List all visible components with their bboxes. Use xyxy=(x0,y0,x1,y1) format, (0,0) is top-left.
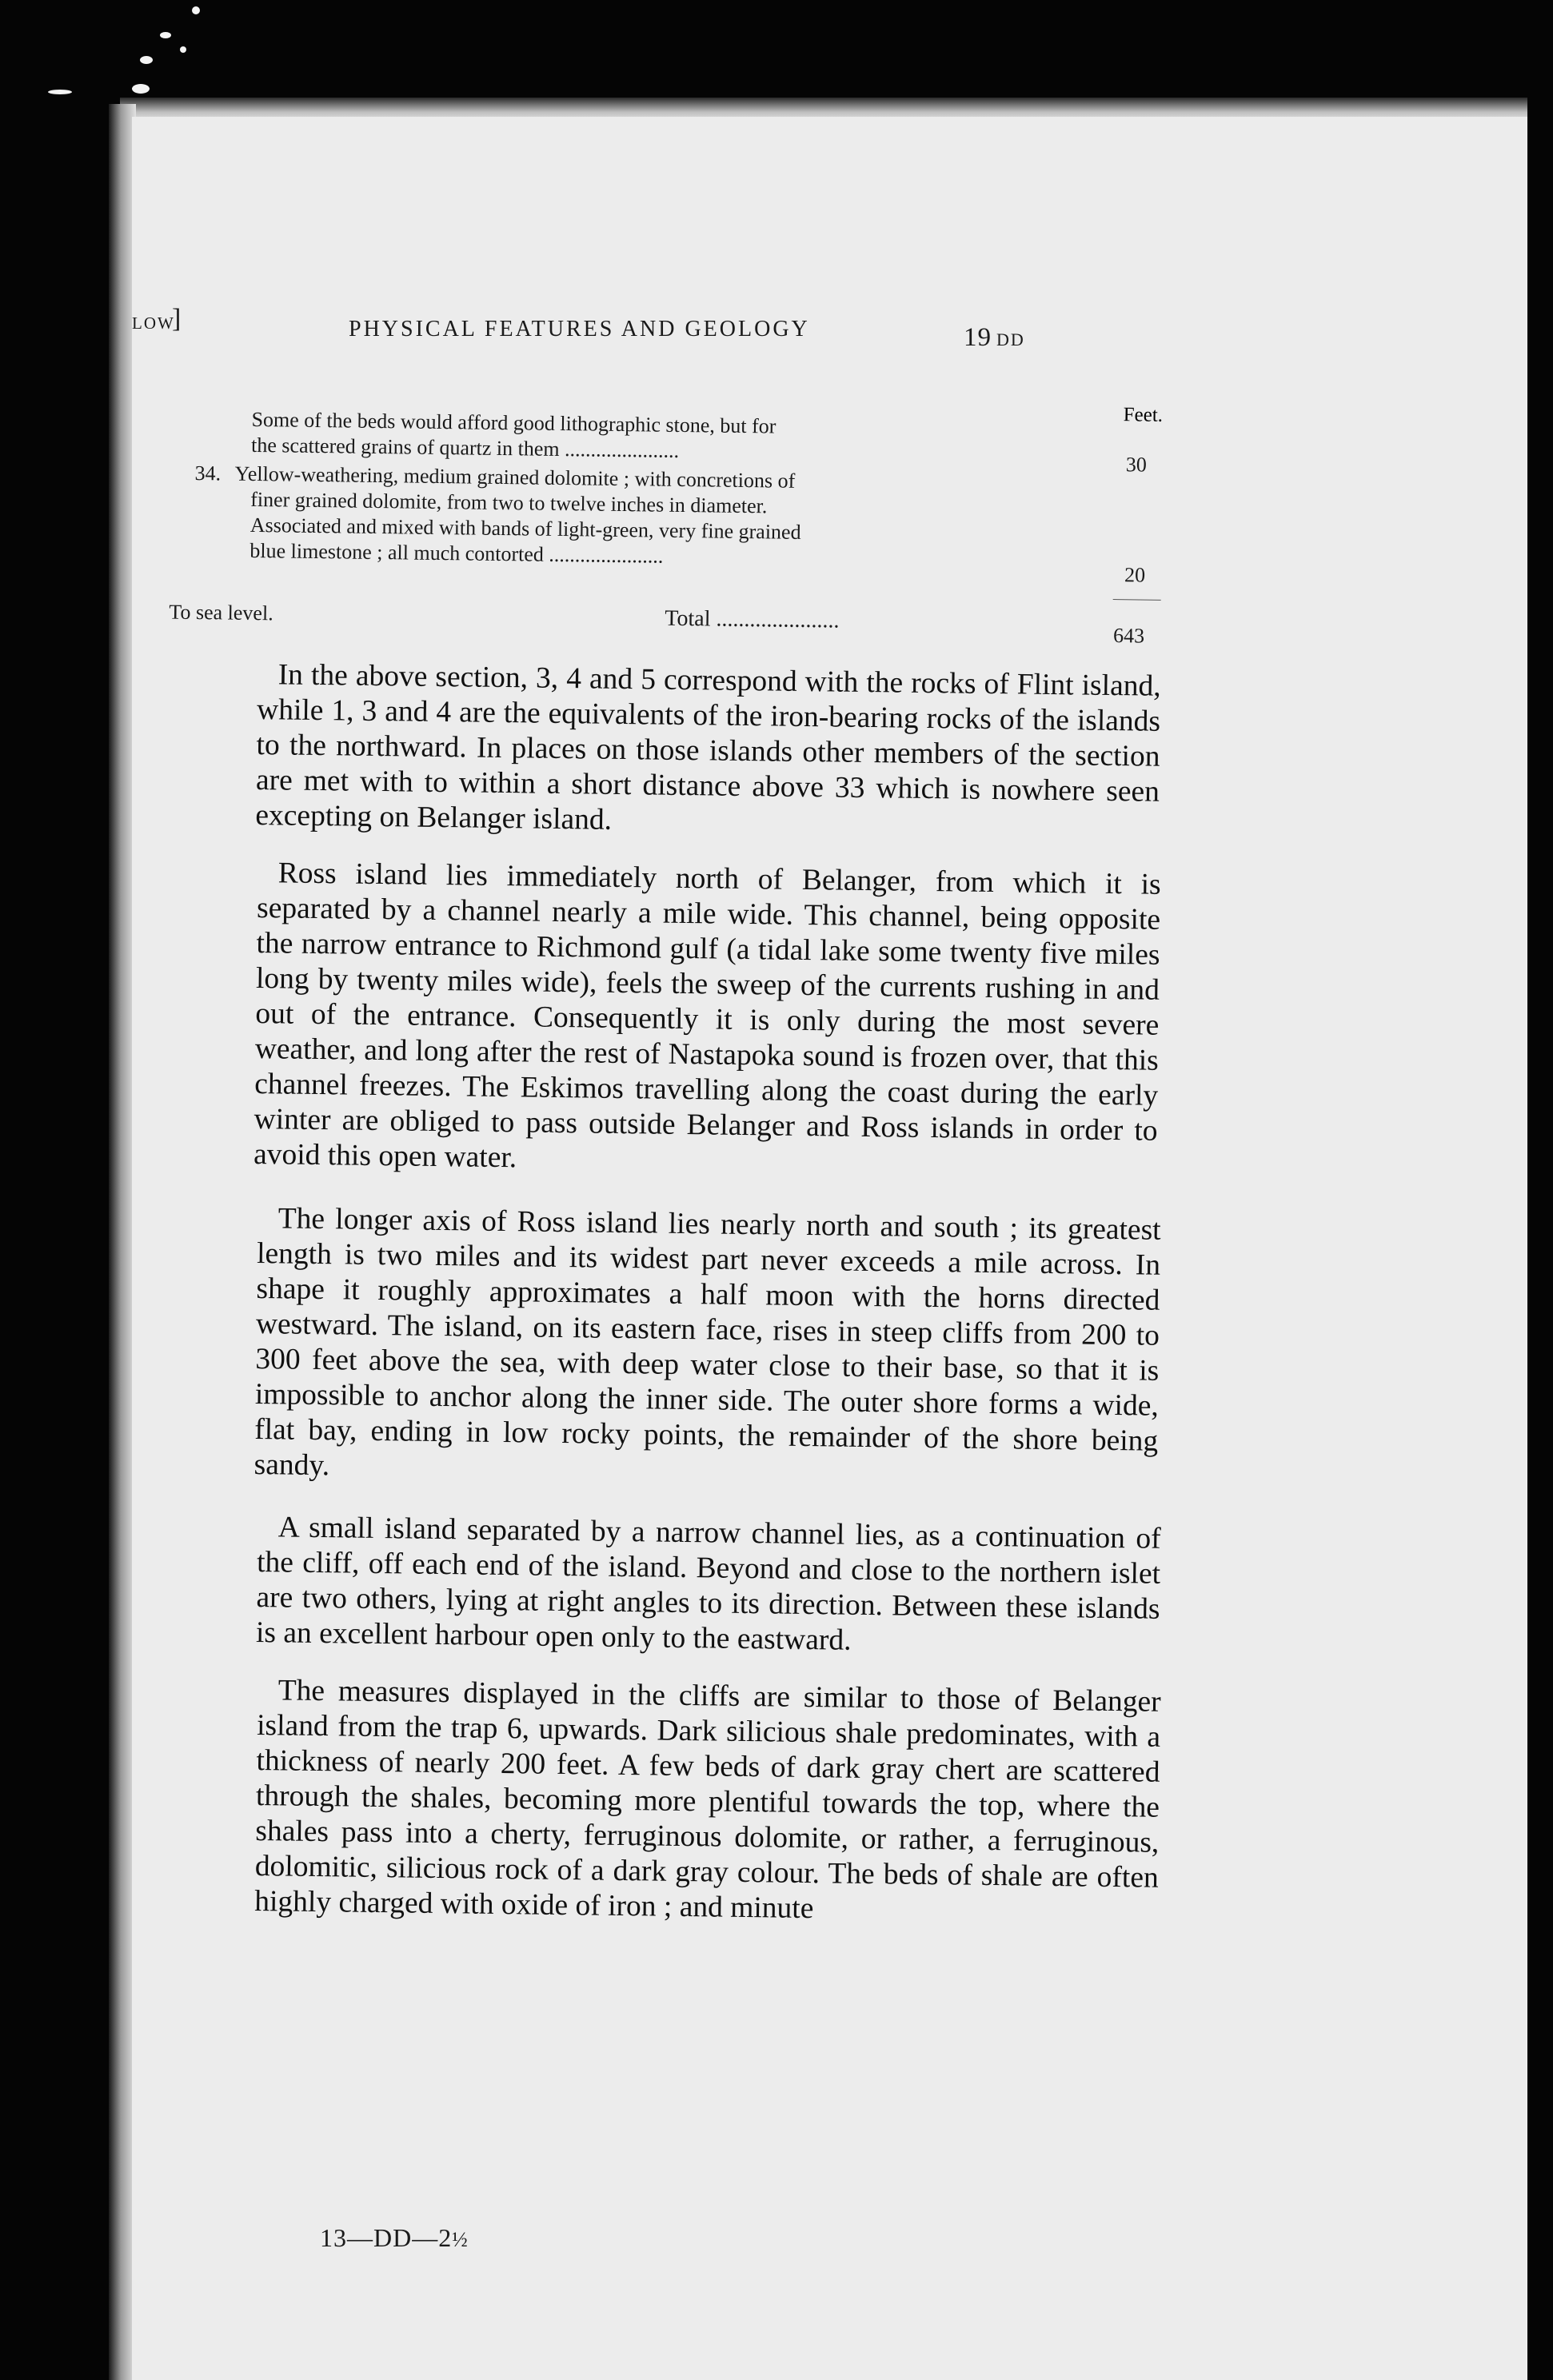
scan-speck xyxy=(160,32,171,38)
table-row-line: blue limestone ; all much contorted ...................... xyxy=(250,538,664,568)
signature-fraction: ½ xyxy=(452,2228,469,2251)
scan-speck xyxy=(132,84,150,94)
table-row-value: 20 xyxy=(1124,563,1146,587)
table-row-line: the scattered grains of quartz in them ...................... xyxy=(250,433,680,462)
scan-speck xyxy=(180,46,186,53)
table-column-head: Feet. xyxy=(1123,404,1164,426)
body-paragraph xyxy=(255,657,1161,845)
signature-mark xyxy=(320,2223,469,2253)
table-row-line: Associated and mixed with bands of light-green, very fine grained xyxy=(250,513,801,544)
total-value: 643 xyxy=(1112,624,1145,648)
body-paragraph xyxy=(256,1510,1161,1663)
signature-text: 13—DD—2 xyxy=(320,2223,453,2252)
body-paragraph xyxy=(254,1673,1161,1931)
sea-level-label: To sea level. xyxy=(169,600,273,625)
header-bracket: ] xyxy=(172,304,183,333)
header-title: PHYSICAL FEATURES AND GEOLOGY xyxy=(349,317,810,341)
total-label: Total ...................... xyxy=(665,605,840,633)
body-paragraph xyxy=(254,1201,1161,1495)
scan-speck xyxy=(192,6,200,14)
table-row xyxy=(194,461,1179,585)
scan-speck xyxy=(140,56,153,64)
paragraph-text: In the above section, 3, 4 and 5 correspond with the rocks of Flint island, while 1, 3 and 4 are the equivalents of the iron-bearing rocks of the islands to the northward. In places on those islands other members of the section are met with to within a short distance above 33 which is nowhere seen excepting on Belanger island. xyxy=(255,658,1161,837)
table-row-value: 30 xyxy=(1125,453,1148,477)
paragraph-text: Ross island lies immediately north of Belanger, from which it is separated by a channel nearly a mile wide. This channel, being opposite the narrow entrance to Richmond gulf (a tidal lake some twenty five miles long by twenty miles wide), feels the sweep of the currents rushing in and out of the entrance. Consequently it is only during the most severe weather, and long after the rest of Nastapoka sound is frozen over, that this channel freezes. The Eskimos travelling along the coast during the early winter are obliged to pass outside Belanger and Ross islands in order to avoid this open water. xyxy=(253,857,1161,1175)
paragraph-text: The measures displayed in the cliffs are similar to those of Belanger island from the trap 6, upwards. Dark silicious shale predominates, with a thickness of nearly 200 feet. A few beds of dark gray chert are scattered through the shales, becoming more plentiful towards the top, where the shales pass into a cherty, ferruginous dolomite, or rather, a ferruginous, dolomitic, silicious rock of a dark gray colour. The beds of shale are often highly charged with oxide of iron ; and minute xyxy=(254,1674,1161,1926)
paragraph-text: The longer axis of Ross island lies nearly north and south ; its greatest length is two miles and its widest part never exceeds a mile across. In shape it roughly approximates a half moon with the horns directed westward. The island, on its eastern face, rises in steep cliffs from 200 to 300 feet above the sea, with deep water close to their base, so that it is impossible to anchor along the inner side. The outer shore forms a wide, flat bay, ending in low rocky points, the remainder of the shore being sandy. xyxy=(254,1202,1161,1483)
table-row-line: Yellow-weathering, medium grained dolomite ; with concretions of xyxy=(234,461,796,493)
table-row-number: 34. xyxy=(194,461,222,485)
page-number xyxy=(964,323,1025,353)
scan-speck xyxy=(48,90,72,94)
paragraph-text: A small island separated by a narrow channel lies, as a continuation of the cliff, off each end of the island. Beyond and close to the northern islet are two others, lying at right angles to its direction. Between these islands is an excellent harbour open only to the eastward. xyxy=(255,1511,1161,1657)
header-left-tag: LOW xyxy=(132,313,175,333)
table-row-line: Some of the beds would afford good lithographic stone, but for xyxy=(251,407,776,438)
body-paragraph xyxy=(254,856,1161,1184)
table-row-line: finer grained dolomite, from two to twelve inches in diameter. xyxy=(250,487,768,518)
page-number-suffix: DD xyxy=(996,329,1025,349)
page-number-value: 19 xyxy=(964,323,992,352)
